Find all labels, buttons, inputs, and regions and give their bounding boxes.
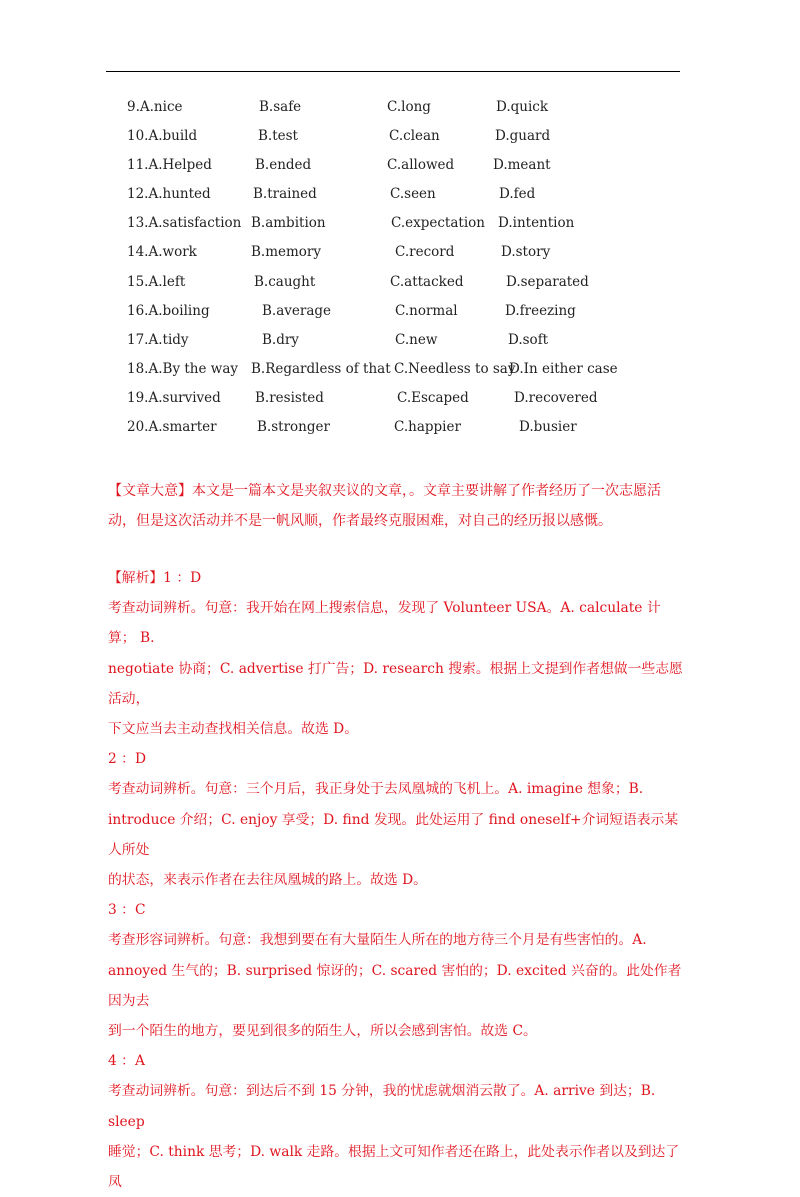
question-number: 20. <box>127 419 149 436</box>
option-d: D.freezing <box>505 302 576 319</box>
question-number: 16. <box>127 302 149 319</box>
option-c: C.record <box>395 244 455 261</box>
option-c: C.Needless to say <box>394 360 516 377</box>
question-number: 19. <box>127 389 149 406</box>
explanation-line: annoyed 生气的；B. surprised 惊讶的；C. scared 害怕的；D. excited 兴奋的。此处作者因为去 <box>108 962 682 1009</box>
option-a-text: A.satisfaction <box>148 215 242 232</box>
question-number: 11. <box>127 157 149 174</box>
option-a <box>127 99 183 115</box>
option-d: D.soft <box>508 331 549 348</box>
explanation-line: 考查动词辨析。句意：到达后不到 15 分钟，我的忧虑就烟消云散了。A. arrive 到达；B. sleep <box>108 1083 656 1130</box>
option-c: C.long <box>387 99 431 115</box>
option-b: B.trained <box>253 186 317 203</box>
option-d: D.busier <box>519 419 577 436</box>
explanation-line: 考查形容词辨析。句意：我想到要在有大量陌生人所在的地方待三个月是有些害怕的。A. <box>108 932 647 949</box>
option-c: C.expectation <box>391 215 485 232</box>
option-row-19 <box>127 387 687 416</box>
option-d: D.guard <box>495 128 551 145</box>
option-b: B.resisted <box>255 389 324 406</box>
option-a <box>127 303 210 319</box>
option-b: B.Regardless of that <box>251 360 391 377</box>
option-row-16 <box>127 300 687 329</box>
summary-line: 【文章大意】本文是一篇本文是夹叙夹议的文章，。文章主要讲解了作者经历了一次志愿活 <box>108 483 661 499</box>
question-number: 13. <box>127 215 149 232</box>
answer-header: 2 ：D <box>108 751 147 768</box>
answer-header: 4 ：A <box>108 1053 145 1070</box>
option-c: C.new <box>395 331 438 348</box>
question-number: 12. <box>127 186 149 203</box>
option-c: C.clean <box>389 128 440 145</box>
option-b: B.caught <box>254 273 316 290</box>
explanation-line: 考查动词辨析。句意：我开始在网上搜索信息，发现了 Volunteer USA。A. calculate 计算； B. <box>108 600 661 647</box>
option-b: B.ended <box>255 157 312 174</box>
option-a <box>127 390 221 406</box>
option-a <box>127 419 217 435</box>
option-c: C.allowed <box>387 157 455 174</box>
option-d: D.quick <box>496 99 549 115</box>
option-a-text: A.tidy <box>148 331 189 348</box>
option-row-20 <box>127 416 687 445</box>
option-row-13 <box>127 212 687 241</box>
option-c: C.attacked <box>390 273 464 290</box>
option-a-text: A.work <box>148 244 197 261</box>
option-c: C.happier <box>394 419 461 436</box>
question-number: 14. <box>127 244 149 261</box>
option-c: C.seen <box>390 186 436 203</box>
analysis-header: 【解析】1 ：D <box>108 570 202 586</box>
question-number: 17. <box>127 331 149 348</box>
option-a-text: A.boiling <box>148 302 210 319</box>
options-list <box>127 96 687 445</box>
option-a <box>127 215 241 231</box>
option-d: D.fed <box>499 186 536 203</box>
option-d: D.intention <box>498 215 575 232</box>
option-a <box>127 361 238 377</box>
option-a-text: A.Helped <box>148 157 212 174</box>
option-a-text: A.By the way <box>148 360 238 377</box>
option-b: B.average <box>262 302 332 319</box>
analysis-section <box>108 563 688 1197</box>
explanation-line: 考查动词辨析。句意：三个月后，我正身处于去凤凰城的飞机上。A. imagine 想象；B. <box>108 781 644 798</box>
option-a-text: A.nice <box>139 99 183 115</box>
option-a <box>127 274 185 290</box>
option-d: D.separated <box>506 273 589 290</box>
option-a-text: A.survived <box>148 389 221 406</box>
question-number: 15. <box>127 273 149 290</box>
option-b: B.dry <box>262 331 299 348</box>
article-summary <box>108 476 688 536</box>
question-number: 10. <box>127 128 149 145</box>
option-row-14 <box>127 241 687 270</box>
explanation-line: introduce 介绍；C. enjoy 享受；D. find 发现。此处运用了 find oneself+介词短语表示某人所处 <box>108 811 679 858</box>
question-number: 18. <box>127 360 149 377</box>
option-a <box>127 186 211 202</box>
option-row-18 <box>127 358 687 387</box>
option-a <box>127 244 197 260</box>
option-row-9 <box>127 96 687 125</box>
option-d: D.story <box>501 244 551 261</box>
header-rule <box>106 71 680 72</box>
question-number: 9. <box>127 99 140 115</box>
summary-line: 动，但是这次活动并不是一帆风顺，作者最终克服困难，对自己的经历报以感慨。 <box>108 513 612 529</box>
option-b: B.test <box>258 128 298 145</box>
option-row-10 <box>127 125 687 154</box>
option-a-text: A.smarter <box>148 419 217 436</box>
option-b: B.ambition <box>251 215 326 232</box>
answer-header: 3 ：C <box>108 902 146 919</box>
option-b: B.stronger <box>257 419 330 436</box>
option-b: B.safe <box>259 99 302 115</box>
explanation-line: 下文应当去主动查找相关信息。故选 D。 <box>108 721 358 738</box>
explanation-line: 到一个陌生的地方，要见到很多的陌生人，所以会感到害怕。故选 C。 <box>108 1023 537 1040</box>
option-a <box>127 128 197 144</box>
explanation-line: 睡觉；C. think 思考；D. walk 走路。根据上文可知作者还在路上，此处表示作者以及到达了凤 <box>108 1143 680 1191</box>
option-a-text: A.hunted <box>148 186 211 203</box>
option-d: D.recovered <box>514 389 598 406</box>
option-row-17 <box>127 329 687 358</box>
option-row-12 <box>127 183 687 212</box>
option-row-11 <box>127 154 687 183</box>
option-a-text: A.build <box>148 128 198 145</box>
option-c: C.normal <box>395 302 458 319</box>
option-b: B.memory <box>251 244 322 261</box>
option-row-15 <box>127 271 687 300</box>
option-a-text: A.left <box>148 273 186 290</box>
option-a <box>127 157 212 173</box>
option-d: D.meant <box>493 157 551 174</box>
explanation-line: 的状态，来表示作者在去往凤凰城的路上。故选 D。 <box>108 872 427 889</box>
option-d: D.In either case <box>509 360 618 377</box>
option-c: C.Escaped <box>397 389 469 406</box>
option-a <box>127 332 189 348</box>
explanation-line: negotiate 协商；C. advertise 打广告；D. research 搜索。根据上文提到作者想做一些志愿活动， <box>108 660 683 707</box>
